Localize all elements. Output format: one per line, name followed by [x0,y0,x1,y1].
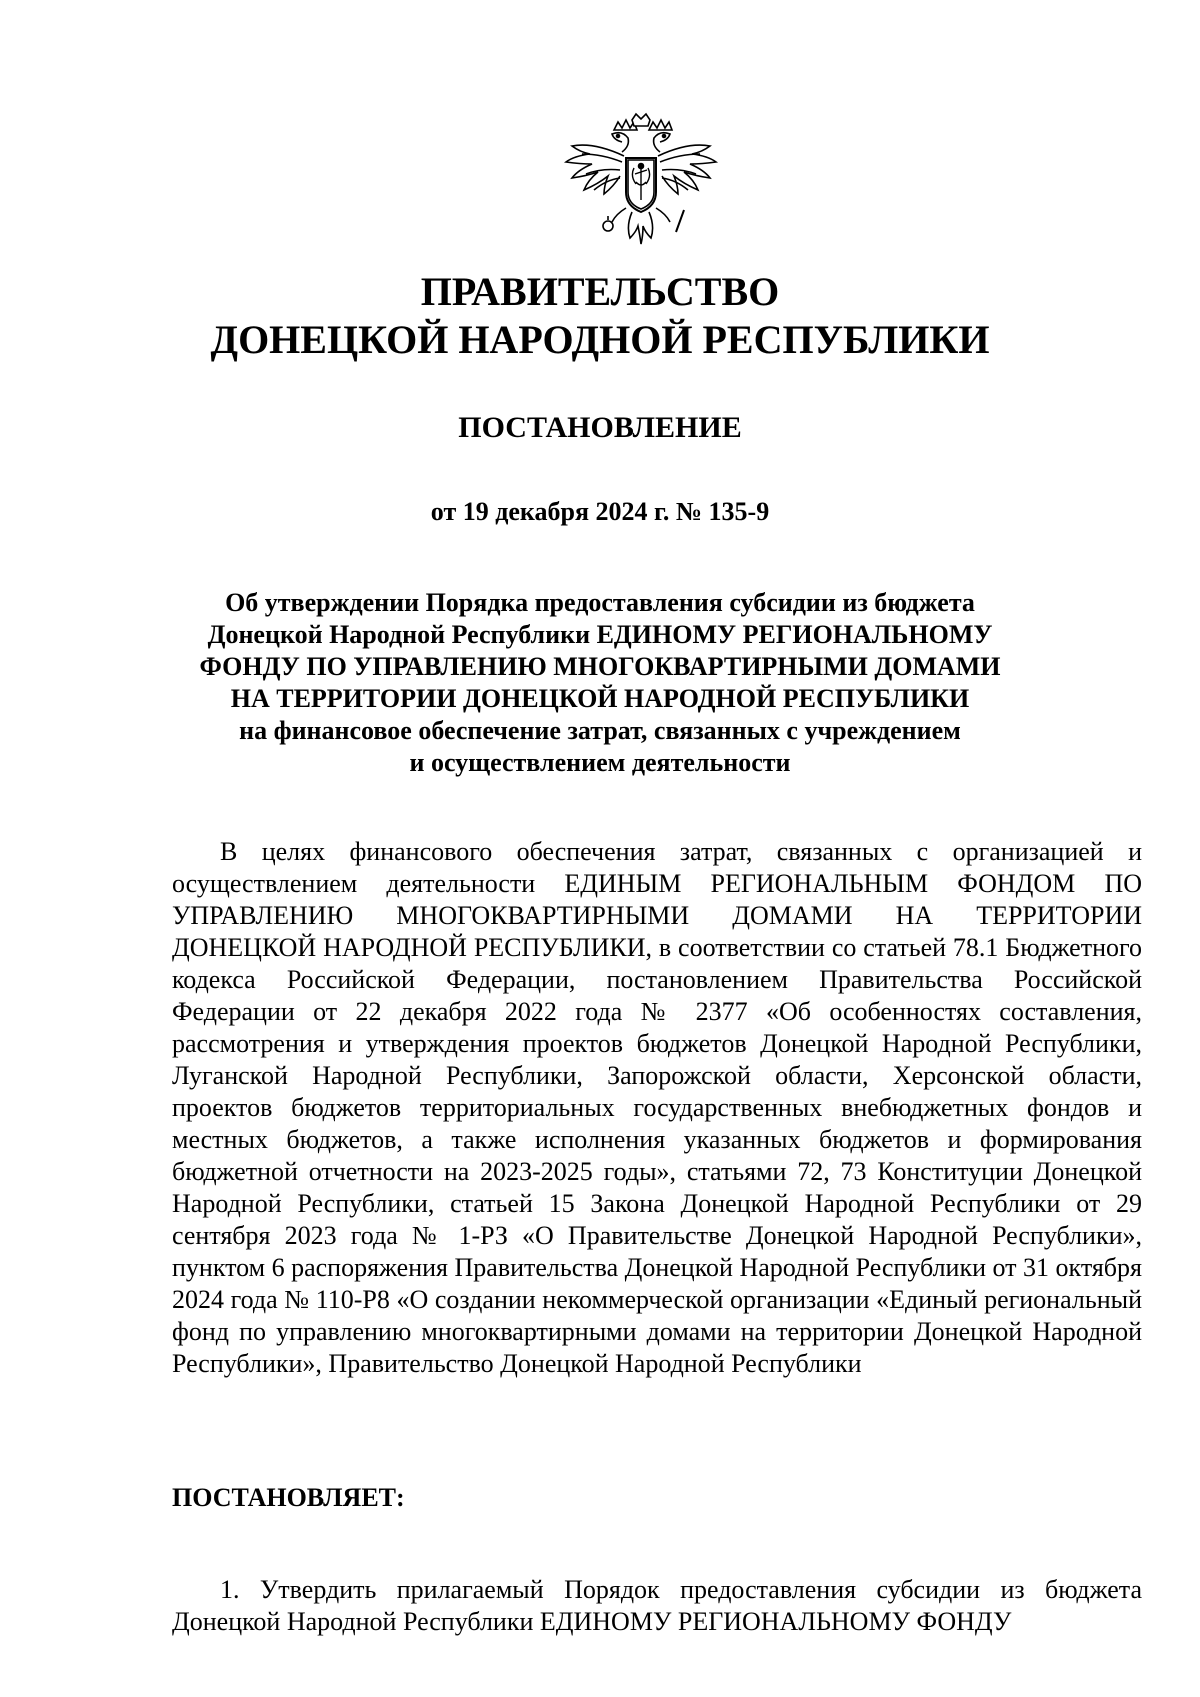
clause-1-paragraph: 1. Утвердить прилагаемый Порядок предоставления субсидии из бюджета Донецкой Народной Республики ЕДИНОМУ РЕГИОНАЛЬНОМУ ФОНДУ [172,1575,1142,1636]
resolves-heading: ПОСТАНОВЛЯЕТ: [172,1483,405,1512]
decree-title-line: на финансовое обеспечение затрат, связанных с учреждением [239,716,961,745]
decree-title-line: НА ТЕРРИТОРИИ ДОНЕЦКОЙ НАРОДНОЙ РЕСПУБЛИКИ [230,684,970,713]
decree-title-line: Донецкой Народной Республики ЕДИНОМУ РЕГИОНАЛЬНОМУ [207,620,993,649]
preamble-paragraph: В целях финансового обеспечения затрат, связанных с организацией и осуществлением деятельности ЕДИНЫМ РЕГИОНАЛЬНЫМ ФОНДОМ ПО УПРАВЛЕНИЮ МНОГОКВАРТИРНЫМИ ДОМАМИ НА ТЕРРИТОРИИ ДОНЕЦКОЙ НАРОДНОЙ РЕСПУБЛИКИ, в соответствии со статьей 78.1 Бюджетного кодекса Российской Федерации, постановлением Правительства Российской Федерации от 22 декабря 2022 года № 2377 «Об особенностях составления, рассмотрения и утверждения проектов бюджетов Донецкой Народной Республики, Луганской Народной Республики, Запорожской области, Херсонской области, проектов бюджетов территориальных государственных внебюджетных фондов и местных бюджетов, а также исполнения указанных бюджетов и формирования бюджетной отчетности на 2023-2025 годы», статьями 72, 73 Конституции Донецкой Народной Республики, статьей 15 Закона Донецкой Народной Республики от 29 сентября 2023 года № 1-РЗ «О Правительстве Донецкой Народной Республики», пунктом 6 распоряжения Правительства Донецкой Народной Республики от 31 октября 2024 года № 110-Р8 «О создании некоммерческой организации «Единый региональный фонд по управлению многоквартирными домами на территории Донецкой Народной Республики», Правительство Донецкой Народной Республики [172,837,1142,1378]
decree-title [0,587,1200,779]
government-title [0,268,1200,364]
decree-title-line: ФОНДУ ПО УПРАВЛЕНИЮ МНОГОКВАРТИРНЫМИ ДОМАМИ [199,652,1001,681]
document-type-heading: ПОСТАНОВЛЕНИЕ [458,411,742,444]
decree-date-number: от 19 декабря 2024 г. № 135-9 [430,497,770,526]
government-title-line-2: ДОНЕЦКОЙ НАРОДНОЙ РЕСПУБЛИКИ [210,317,990,362]
coat-of-arms-emblem [562,112,720,262]
decree-title-line: и осуществлением деятельности [409,748,791,777]
government-title-line-1: ПРАВИТЕЛЬСТВО [420,269,780,314]
decree-title-line: Об утверждении Порядка предоставления субсидии из бюджета [225,588,975,617]
